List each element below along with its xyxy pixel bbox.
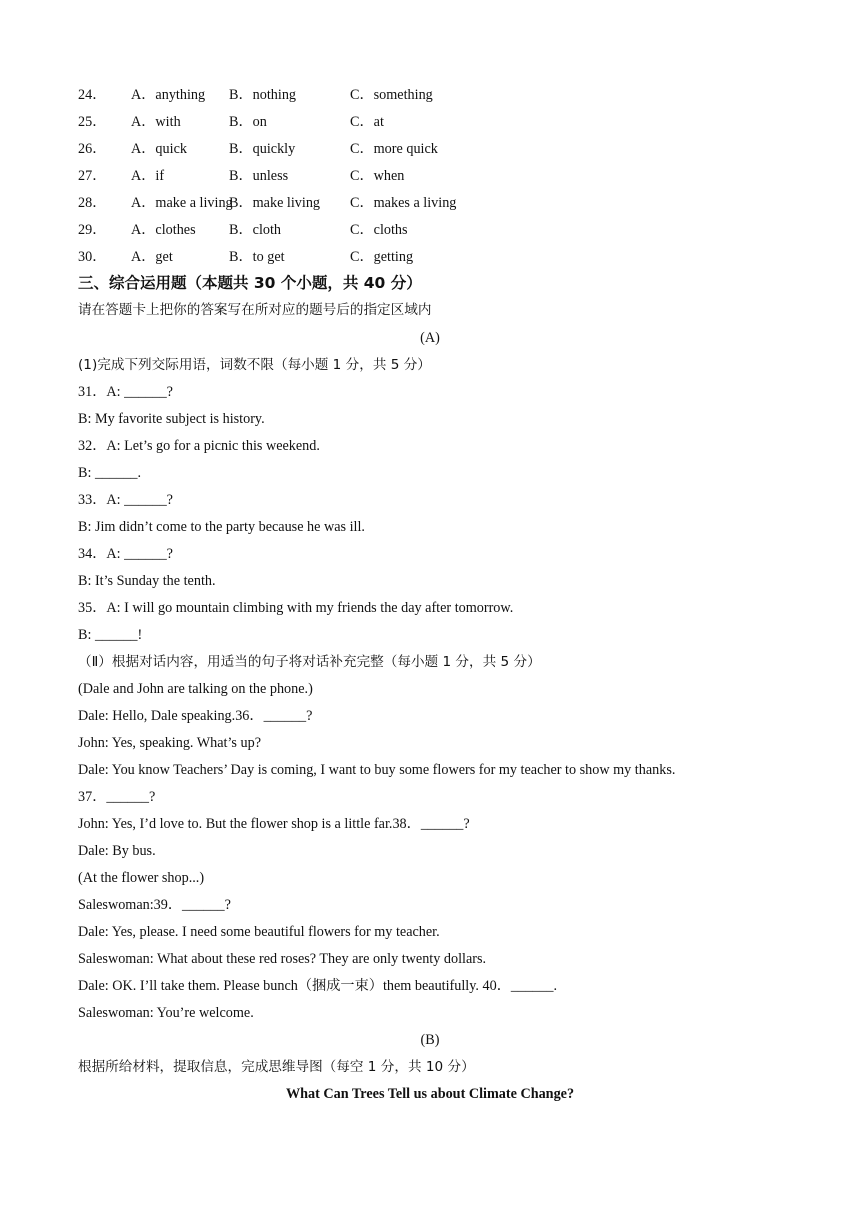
option-a: A．anything: [131, 87, 206, 103]
dialogue-line: Dale: Hello, Dale speaking.36．______?: [78, 708, 313, 724]
dialogue-line: B: ______!: [78, 627, 143, 643]
option-a: A．clothes: [131, 222, 196, 238]
part-b-instruction: 根据所给材料，提取信息，完成思维导图（每空 1 分，共 10 分）: [78, 1059, 475, 1075]
dialogue-line: John: Yes, I’d love to. But the flower shop is a little far.38．______?: [78, 816, 470, 832]
option-a: A．if: [131, 168, 165, 184]
option-a: A．with: [131, 114, 181, 130]
option-b: B．quickly: [229, 141, 296, 157]
dialogue-line: 31．A: ______?: [78, 384, 173, 400]
option-c: C．more quick: [350, 141, 438, 157]
dialogue-line: B: Jim didn’t come to the party because he was ill.: [78, 519, 365, 535]
option-b: B．cloth: [229, 222, 282, 238]
dialogue-line: Dale: OK. I’ll take them. Please bunch（捆成一束）them beautifully. 40．______.: [78, 978, 557, 994]
option-b: B．nothing: [229, 87, 297, 103]
option-a: A．quick: [131, 141, 187, 157]
dialogue-line: (Dale and John are talking on the phone.): [78, 681, 313, 697]
dialogue-line: (At the flower shop...): [78, 870, 205, 886]
part-1-title: (1)完成下列交际用语，词数不限（每小题 1 分，共 5 分）: [78, 357, 431, 373]
dialogue-line: B: It’s Sunday the tenth.: [78, 573, 216, 589]
option-a: A．make a living: [131, 195, 233, 211]
part-2-title: （Ⅱ）根据对话内容，用适当的句子将对话补充完整（每小题 1 分，共 5 分）: [78, 654, 541, 670]
dialogue-line: 37．______?: [78, 789, 156, 805]
dialogue-line: 33．A: ______?: [78, 492, 173, 508]
dialogue-line: Saleswoman: What about these red roses? They are only twenty dollars.: [78, 951, 487, 967]
option-c: C．at: [350, 114, 384, 130]
section-instruction: 请在答题卡上把你的答案写在所对应的题号后的指定区域内: [78, 302, 432, 318]
dialogue-line: John: Yes, speaking. What’s up?: [78, 735, 261, 751]
question-number: 26．: [78, 141, 107, 157]
question-number: 30．: [78, 249, 107, 265]
dialogue-line: B: My favorite subject is history.: [78, 411, 265, 427]
option-b: B．to get: [229, 249, 285, 265]
dialogue-line: Dale: You know Teachers’ Day is coming, I want to buy some flowers for my teacher to show my thanks.: [78, 762, 676, 778]
dialogue-line: Saleswoman:39．______?: [78, 897, 231, 913]
dialogue-line: Dale: By bus.: [78, 843, 156, 859]
article-title: What Can Trees Tell us about Climate Change?: [285, 1086, 575, 1102]
dialogue-line: Dale: Yes, please. I need some beautiful flowers for my teacher.: [78, 924, 440, 940]
dialogue-line: 34．A: ______?: [78, 546, 173, 562]
dialogue-line: 35．A: I will go mountain climbing with my friends the day after tomorrow.: [78, 600, 514, 616]
question-number: 29．: [78, 222, 107, 238]
dialogue-line: Saleswoman: You’re welcome.: [78, 1005, 254, 1021]
question-number: 24．: [78, 87, 107, 103]
part-a-label: (A): [420, 330, 440, 346]
option-c: C．getting: [350, 249, 414, 265]
question-number: 28．: [78, 195, 107, 211]
option-c: C．when: [350, 168, 405, 184]
part-b-label: (B): [420, 1032, 440, 1048]
question-number: 27．: [78, 168, 107, 184]
dialogue-line: B: ______.: [78, 465, 142, 481]
option-c: C．something: [350, 87, 433, 103]
option-c: C．cloths: [350, 222, 408, 238]
option-a: A．get: [131, 249, 173, 265]
dialogue-line: 32．A: Let’s go for a picnic this weekend.: [78, 438, 320, 454]
section-heading: 三、综合运用题（本题共 30 个小题，共 40 分）: [78, 274, 422, 292]
option-b: B．on: [229, 114, 267, 130]
option-c: C．makes a living: [350, 195, 457, 211]
option-b: B．unless: [229, 168, 289, 184]
option-b: B．make living: [229, 195, 321, 211]
question-number: 25．: [78, 114, 107, 130]
